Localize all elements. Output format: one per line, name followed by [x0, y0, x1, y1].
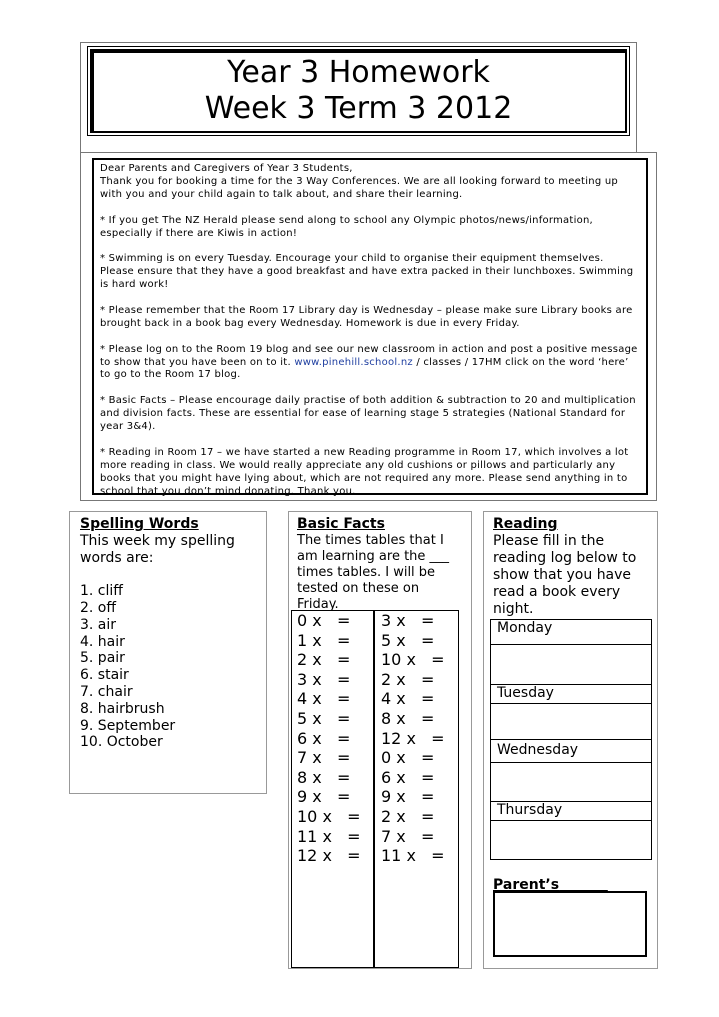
times-table-fact: 3 x =	[381, 611, 435, 630]
letter-basic-facts-note: * Basic Facts – Please encourage daily practise of both addition & subtraction to 20 and multiplication and division facts. These are essential for ease of learning stage 5 strategies (National Standard for year 3&4).	[100, 395, 636, 433]
times-table-fact: 6 x =	[381, 767, 435, 787]
spelling-word: 1. cliff	[80, 583, 123, 600]
letter-greeting: Dear Parents and Caregivers of Year 3 Students,	[100, 163, 353, 174]
reading-line: Please fill in the	[493, 533, 605, 549]
times-table-fact: 5 x =	[381, 630, 435, 650]
spelling-heading: Spelling Words	[80, 516, 199, 532]
spelling-word: 5. pair	[80, 650, 125, 667]
letter-library-note: * Please remember that the Room 17 Library day is Wednesday – please make sure Library books are brought back in a book bag every Wednesday. Homework is due in every Friday.	[100, 304, 633, 329]
spelling-intro-line-2: words are:	[80, 549, 154, 566]
reading-log-entry-tuesday[interactable]	[490, 703, 652, 740]
reading-heading: Reading	[493, 516, 558, 532]
spelling-word: 9. September	[80, 717, 176, 734]
spelling-word: 2. off	[80, 599, 117, 616]
reading-line: reading log below to	[493, 550, 637, 566]
reading-instructions	[493, 516, 653, 618]
parents-signature-box[interactable]	[493, 891, 647, 957]
letter-herald-note: * If you get The NZ Herald please send along to school any Olympic photos/news/information, especially if there are Kiwis in action!	[100, 214, 593, 239]
basic-facts-instructions	[297, 516, 467, 613]
times-table-fact: 2 x =	[381, 807, 435, 826]
reading-line: read a book every	[493, 584, 621, 600]
times-table-fact: 12 x =	[297, 846, 361, 866]
parents-signature-label: Parent’s	[493, 877, 560, 893]
reading-log-entry-monday[interactable]	[490, 644, 652, 685]
spelling-intro-line-1: This week my spelling	[80, 532, 235, 549]
times-table-fact: 5 x =	[297, 709, 351, 728]
blog-text-after: / classes / 17HM click on the word ‘here’ to go to the Room 17 blog.	[100, 356, 629, 381]
reading-line: show that you have	[493, 567, 632, 583]
basic-facts-heading: Basic Facts	[297, 516, 385, 532]
times-table-fact: 1 x =	[297, 630, 351, 650]
spelling-word: 8. hairbrush	[80, 700, 165, 717]
times-table-fact: 9 x =	[297, 787, 351, 807]
times-table-fact: 0 x =	[297, 611, 351, 630]
spelling-word: 7. chair	[80, 683, 133, 700]
spelling-word: 10. October	[80, 734, 163, 751]
letter-intro: Thank you for booking a time for the 3 Way Conferences. We are all looking forward to meeting up with you and your child again to talk about, and share their learning.	[100, 175, 619, 200]
page-title: Year 3 Homework	[227, 55, 490, 90]
times-table-fact: 11 x =	[381, 846, 445, 866]
times-table-fact: 4 x =	[381, 689, 435, 709]
parent-letter	[92, 158, 648, 495]
times-table-fact: 2 x =	[297, 650, 351, 670]
times-table-fact: 10 x =	[381, 650, 445, 670]
times-table-fact: 9 x =	[381, 787, 435, 807]
school-website-link[interactable]: www.pinehill.school.nz	[294, 356, 413, 368]
spelling-section	[69, 511, 267, 794]
header-title-box	[90, 49, 627, 133]
times-table-fact: 3 x =	[297, 669, 351, 689]
times-table-fact: 11 x =	[297, 826, 361, 846]
times-table-fact: 4 x =	[297, 689, 351, 709]
times-table-fact: 0 x =	[381, 748, 435, 768]
reading-log-day-label: Thursday	[490, 801, 652, 821]
basic-facts-line: tested on these on	[297, 581, 420, 596]
page-subtitle: Week 3 Term 3 2012	[204, 91, 513, 126]
reading-log-day-label: Wednesday	[490, 739, 652, 763]
reading-line: night.	[493, 601, 534, 617]
reading-log-entry-thursday[interactable]	[490, 820, 652, 860]
reading-log-day-label: Tuesday	[490, 684, 652, 704]
basic-facts-line: The times tables that I	[297, 533, 444, 548]
letter-reading-note: * Reading in Room 17 – we have started a new Reading programme in Room 17, which involves a lot more reading in class. We would really appreciate any old cushions or pillows and particularly any books that you might have lying about, which are not required any more. Please send anything in to school that you don’t mind donating. Thank you.	[100, 446, 629, 497]
reading-log-entry-wednesday[interactable]	[490, 762, 652, 802]
times-table-fact: 2 x =	[381, 669, 435, 689]
times-table-fact: 12 x =	[381, 728, 445, 748]
times-table-fact: 7 x =	[297, 748, 351, 768]
basic-facts-line: am learning are the ___	[297, 549, 450, 564]
times-table-fact: 6 x =	[297, 728, 351, 748]
times-table-fact: 8 x =	[297, 767, 351, 787]
blog-text-before: * Please log on to the Room 19 blog and see our new classroom in action and post a positive message to show that you have been on to it.	[100, 343, 638, 368]
letter-swimming-note: * Swimming is on every Tuesday. Encourage your child to organise their equipment themselves. Please ensure that they have a good breakfast and have extra packed in their lunchboxes. Swimming is hard work!	[100, 253, 634, 291]
spelling-word: 4. hair	[80, 633, 125, 650]
times-table-fact: 7 x =	[381, 826, 435, 846]
times-table-fact: 8 x =	[381, 709, 435, 728]
spelling-word: 3. air	[80, 616, 117, 633]
times-table-divider	[373, 610, 375, 968]
letter-blog-note	[100, 344, 640, 383]
basic-facts-line: times tables. I will be	[297, 565, 436, 580]
basic-facts-line: Friday.	[297, 597, 339, 612]
spelling-word: 6. stair	[80, 667, 129, 684]
reading-log-day-label: Monday	[490, 619, 652, 645]
times-table-fact: 10 x =	[297, 807, 361, 826]
